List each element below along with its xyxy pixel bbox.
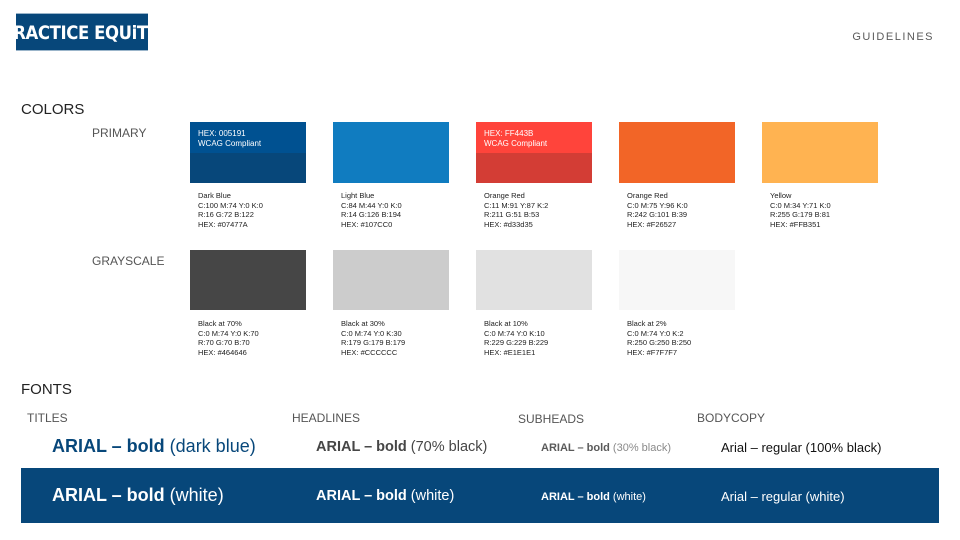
bodycopy-sample-white: Arial – regular (white) [721, 489, 845, 504]
headlines-sample-bold: ARIAL – bold [316, 439, 407, 455]
titles-sample-bold: ARIAL – bold [52, 436, 165, 456]
grayscale-color-spec-4: Black at 2% C:0 M:74 Y:0 K:2 R:250 G:250 B:250 HEX: #F7F7F7 [627, 319, 692, 357]
primary-color-spec-3: Orange Red C:11 M:91 Y:87 K:2 R:211 G:51 B:53 HEX: #d33d35 [484, 191, 549, 229]
titles-sample-white-bold: ARIAL – bold [52, 485, 165, 505]
primary-swatch-1 [190, 122, 306, 183]
titles-sample-white-rest: (white) [164, 485, 224, 505]
bodycopy-sample: Arial – regular (100% black) [721, 440, 882, 455]
subheads-sample-rest: (30% black) [609, 442, 671, 454]
primary-swatch-3 [476, 122, 592, 183]
subheads-sample-bold: ARIAL – bold [541, 442, 610, 454]
wcag-variant-note: HEX: 005191 WCAG Compliant [190, 122, 306, 153]
titles-sample-rest: (dark blue) [164, 436, 256, 456]
grayscale-swatch-3 [476, 250, 592, 310]
primary-color-spec-4: Orange Red C:0 M:75 Y:96 K:0 R:242 G:101 B:39 HEX: #F26527 [627, 191, 688, 229]
primary-color-spec-2: Light Blue C:84 M:44 Y:0 K:0 R:14 G:126 B:194 HEX: #107CC0 [341, 191, 402, 229]
colors-title: COLORS [21, 101, 85, 118]
primary-label: PRIMARY [92, 126, 147, 140]
grayscale-label: GRAYSCALE [92, 254, 165, 268]
grayscale-swatch-1 [190, 250, 306, 310]
headlines-sample-white [316, 488, 454, 504]
fonts-title: FONTS [21, 381, 72, 398]
headlines-sample-rest: (70% black) [406, 439, 488, 455]
practice-equity-logo: PRACTICE EQUiTY. [16, 14, 148, 51]
grayscale-color-spec-2: Black at 30% C:0 M:74 Y:0 K:30 R:179 G:179 B:179 HEX: #CCCCCC [341, 319, 406, 357]
subheads-sample-white [541, 491, 646, 503]
font-label-bodycopy: BODYCOPY [697, 411, 766, 425]
font-label-headlines: HEADLINES [292, 411, 361, 425]
grayscale-color-spec-1: Black at 70% C:0 M:74 Y:0 K:70 R:70 G:70 B:70 HEX: #464646 [198, 319, 259, 357]
primary-color-spec-1: Dark Blue C:100 M:74 Y:0 K:0 R:16 G:72 B:122 HEX: #07477A [198, 191, 263, 229]
grayscale-color-spec-3: Black at 10% C:0 M:74 Y:0 K:10 R:229 G:229 B:229 HEX: #E1E1E1 [484, 319, 549, 357]
primary-swatch-5 [762, 122, 878, 183]
grayscale-swatch-2 [333, 250, 449, 310]
subheads-sample-white-rest: (white) [609, 491, 646, 503]
subheads-sample [541, 442, 671, 454]
titles-sample [52, 436, 256, 457]
wcag-variant-note: HEX: FF443B WCAG Compliant [476, 122, 592, 153]
font-label-titles: TITLES [27, 411, 68, 425]
grayscale-swatch-4 [619, 250, 735, 310]
titles-sample-white [52, 485, 224, 506]
headlines-sample-white-bold: ARIAL – bold [316, 488, 407, 504]
primary-swatch-4 [619, 122, 735, 183]
subheads-sample-white-bold: ARIAL – bold [541, 491, 610, 503]
primary-color-spec-5: Yellow C:0 M:34 Y:71 K:0 R:255 G:179 B:81 HEX: #FFB351 [770, 191, 831, 229]
primary-swatch-2 [333, 122, 449, 183]
headlines-sample-white-rest: (white) [406, 488, 455, 504]
headlines-sample [316, 439, 487, 455]
font-label-subheads: SUBHEADS [518, 412, 585, 426]
section-label: GUIDELINES [852, 31, 934, 43]
